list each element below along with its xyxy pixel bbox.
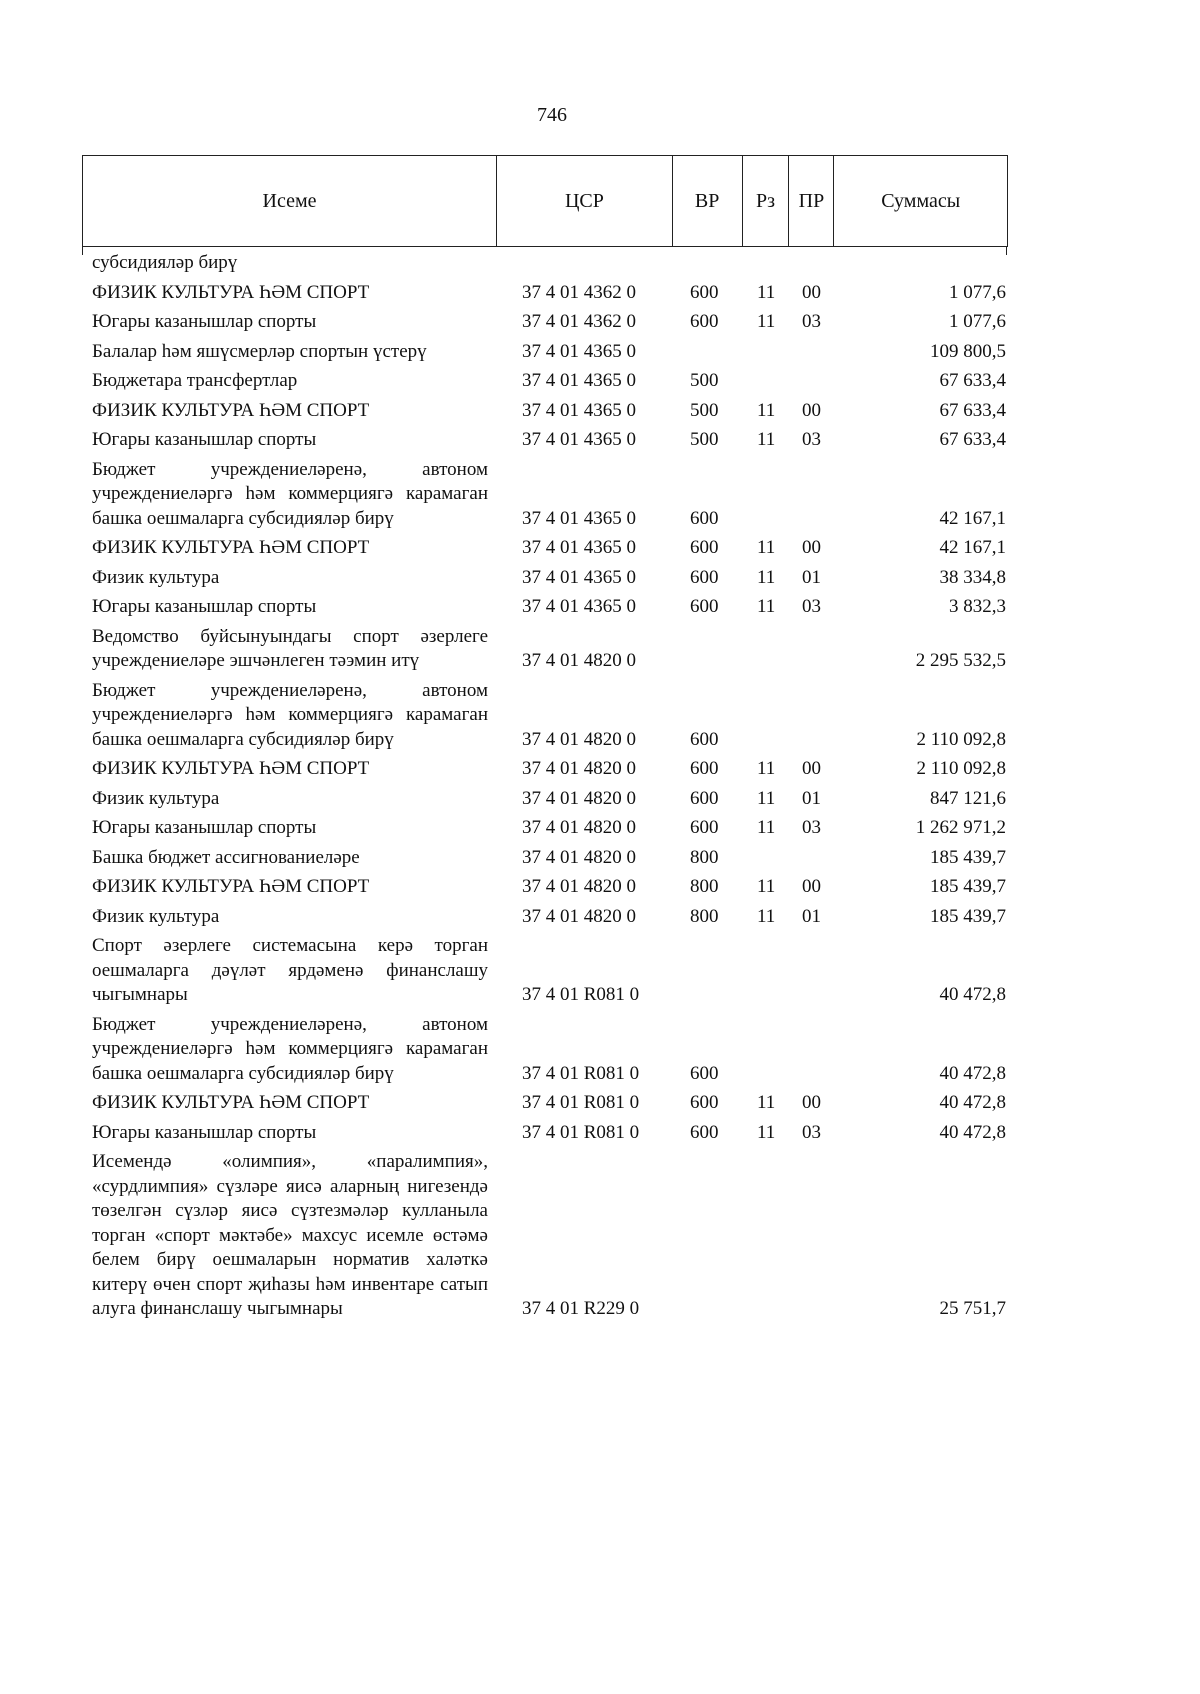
sum-cell: 2 295 532,5 (915, 650, 1006, 671)
pr-cell: 00 (802, 758, 821, 779)
name-cell: Бюджет учреждениеләренә, автоном учреждениеләргә һәм коммерциягә карамаган башка оешмаларга субсидияләр бирү (92, 458, 488, 529)
sum-cell: 2 110 092,8 (916, 728, 1006, 750)
sum-cell: 42 167,1 (939, 537, 1006, 558)
csr-cell: 37 4 01 4365 0 (522, 370, 636, 391)
rz-cell: 11 (757, 1092, 776, 1113)
table-row (92, 1150, 1006, 1322)
table-row (92, 757, 1006, 782)
table-row (92, 625, 1006, 674)
csr-cell: 37 4 01 4820 0 (522, 817, 636, 838)
rz-cell: 11 (757, 758, 776, 779)
name-cell: субсидияләр бирү (92, 252, 238, 273)
sum-cell: 40 472,8 (939, 984, 1006, 1005)
column-header-rz: Рз (743, 156, 790, 246)
column-header-pr: ПР (789, 156, 834, 246)
name-cell: Физик культура (92, 787, 220, 809)
sum-cell: 25 751,7 (939, 1298, 1006, 1319)
rz-cell: 11 (757, 537, 776, 558)
table-row (92, 310, 1006, 335)
sum-cell: 40 472,8 (939, 1121, 1006, 1143)
csr-cell: 37 4 01 4362 0 (522, 281, 636, 303)
vr-cell: 600 (690, 566, 719, 588)
csr-cell: 37 4 01 4365 0 (522, 507, 636, 529)
table-row (92, 399, 1006, 424)
table-row (92, 679, 1006, 753)
name-cell: ФИЗИК КУЛЬТУРА ҺӘМ СПОРТ (92, 876, 370, 897)
sum-cell: 2 110 092,8 (916, 758, 1006, 779)
column-header-name: Исеме (83, 156, 497, 246)
sum-cell: 1 077,6 (949, 281, 1006, 303)
rz-cell: 11 (757, 311, 776, 332)
rz-cell: 11 (757, 429, 776, 450)
pr-cell: 03 (802, 429, 821, 450)
name-cell: Исемендә «олимпия», «паралимпия», «сурдлимпия» сүзләре яисә аларның нигезендә төзелгән сүзләр яисә сүзтезмәләр кулланыла торган «спорт мәктәбе» махсус исемле өстәмә белем бирү оешмаларын норматив халәткә китерү өчен спорт җиһазы һәм инвентаре сатып алуга финанслашу чыгымнары (92, 1151, 488, 1319)
vr-cell: 800 (690, 876, 719, 897)
name-cell: Бюджетара трансфертлар (92, 370, 298, 391)
csr-cell: 37 4 01 4820 0 (522, 650, 636, 671)
name-cell: Югары казанышлар спорты (92, 1121, 317, 1143)
rz-cell: 11 (757, 876, 776, 897)
vr-cell: 600 (690, 817, 719, 838)
rz-cell: 11 (757, 905, 776, 927)
pr-cell: 01 (802, 787, 821, 809)
sum-cell: 185 439,7 (930, 876, 1006, 897)
table-row (92, 595, 1006, 620)
table-row (92, 875, 1006, 900)
rz-cell: 11 (757, 399, 776, 421)
sum-cell: 67 633,4 (939, 429, 1006, 450)
vr-cell: 600 (690, 596, 719, 617)
table-row (92, 251, 1006, 276)
vr-cell: 800 (690, 905, 719, 927)
pr-cell: 00 (802, 399, 821, 421)
name-cell: Спорт әзерлеге системасына керә торган оешмаларга дәүләт ярдәменә финанслашу чыгымнары (92, 935, 488, 1005)
pr-cell: 03 (802, 1121, 821, 1143)
pr-cell: 00 (802, 537, 821, 558)
rz-cell: 11 (757, 281, 776, 303)
table-row (92, 536, 1006, 561)
csr-cell: 37 4 01 4365 0 (522, 566, 636, 588)
pr-cell: 00 (802, 281, 821, 303)
vr-cell: 600 (690, 1092, 719, 1113)
csr-cell: 37 4 01 4820 0 (522, 905, 636, 927)
rz-cell: 11 (757, 596, 776, 617)
pr-cell: 01 (802, 566, 821, 588)
table-row (92, 369, 1006, 394)
table-row (92, 428, 1006, 453)
csr-cell: 37 4 01 4365 0 (522, 429, 636, 450)
csr-cell: 37 4 01 R081 0 (522, 984, 640, 1005)
sum-cell: 42 167,1 (939, 507, 1006, 529)
sum-cell: 67 633,4 (939, 370, 1006, 391)
pr-cell: 00 (802, 876, 821, 897)
column-header-sum: Суммасы (881, 189, 961, 212)
sum-cell: 3 832,3 (949, 596, 1006, 617)
table-row (92, 566, 1006, 591)
sum-cell: 67 633,4 (939, 399, 1006, 421)
table-row (92, 281, 1006, 306)
csr-cell: 37 4 01 4365 0 (522, 399, 636, 421)
pr-cell: 01 (802, 905, 821, 927)
table-row (92, 846, 1006, 871)
vr-cell: 600 (690, 758, 719, 779)
name-cell: ФИЗИК КУЛЬТУРА ҺӘМ СПОРТ (92, 1092, 370, 1113)
table-row (92, 1121, 1006, 1146)
name-cell: Бюджет учреждениеләренә, автоном учреждениеләргә һәм коммерциягә карамаган башка оешмаларга субсидияләр бирү (92, 679, 488, 750)
csr-cell: 37 4 01 4365 0 (522, 340, 636, 362)
sum-cell: 185 439,7 (930, 905, 1006, 927)
csr-cell: 37 4 01 4820 0 (522, 876, 636, 897)
csr-cell: 37 4 01 R081 0 (522, 1092, 640, 1113)
csr-cell: 37 4 01 4820 0 (522, 758, 636, 779)
csr-cell: 37 4 01 4362 0 (522, 311, 636, 332)
sum-cell: 40 472,8 (939, 1092, 1006, 1113)
table-row (92, 1013, 1006, 1087)
name-cell: Физик культура (92, 566, 220, 588)
sum-cell: 109 800,5 (930, 340, 1006, 362)
name-cell: Югары казанышлар спорты (92, 817, 317, 838)
sum-cell: 38 334,8 (939, 566, 1006, 588)
name-cell: Балалар һәм яшүсмерләр спортын үстерү (92, 340, 427, 362)
vr-cell: 600 (690, 1062, 719, 1084)
name-cell: Югары казанышлар спорты (92, 596, 317, 617)
name-cell: Югары казанышлар спорты (92, 311, 317, 332)
pr-cell: 03 (802, 817, 821, 838)
table-row (92, 934, 1006, 1008)
pr-cell: 00 (802, 1092, 821, 1113)
csr-cell: 37 4 01 4365 0 (522, 596, 636, 617)
table-row (92, 340, 1006, 365)
column-header-vr: ВР (673, 156, 743, 246)
name-cell: Югары казанышлар спорты (92, 429, 317, 450)
table-row (92, 816, 1006, 841)
vr-cell: 500 (690, 370, 719, 391)
vr-cell: 500 (690, 399, 719, 421)
sum-cell: 847 121,6 (930, 787, 1006, 809)
name-cell: ФИЗИК КУЛЬТУРА ҺӘМ СПОРТ (92, 399, 370, 421)
vr-cell: 600 (690, 281, 719, 303)
name-cell: Ведомство буйсынуындагы спорт әзерлеге учреждениеләре эшчәнлеген тәэмин итү (92, 625, 488, 671)
sum-cell: 1 077,6 (949, 311, 1006, 332)
column-header-csr: ЦСР (497, 156, 673, 246)
vr-cell: 800 (690, 846, 719, 868)
csr-cell: 37 4 01 R229 0 (522, 1298, 640, 1319)
name-cell: Бюджет учреждениеләренә, автоном учреждениеләргә һәм коммерциягә карамаган башка оешмаларга субсидияләр бирү (92, 1013, 488, 1084)
rz-cell: 11 (757, 566, 776, 588)
rz-cell: 11 (757, 817, 776, 838)
vr-cell: 600 (690, 728, 719, 750)
csr-cell: 37 4 01 R081 0 (522, 1121, 640, 1143)
table-border-stub (1006, 247, 1007, 255)
name-cell: ФИЗИК КУЛЬТУРА ҺӘМ СПОРТ (92, 281, 370, 303)
vr-cell: 500 (690, 429, 719, 450)
vr-cell: 600 (690, 311, 719, 332)
table-body (92, 251, 1006, 1322)
csr-cell: 37 4 01 4820 0 (522, 787, 636, 809)
vr-cell: 600 (690, 1121, 719, 1143)
name-cell: ФИЗИК КУЛЬТУРА ҺӘМ СПОРТ (92, 758, 370, 779)
rz-cell: 11 (757, 1121, 776, 1143)
table-row (92, 458, 1006, 532)
name-cell: Физик культура (92, 905, 220, 927)
table-row (92, 905, 1006, 930)
rz-cell: 11 (757, 787, 776, 809)
csr-cell: 37 4 01 4820 0 (522, 728, 636, 750)
csr-cell: 37 4 01 R081 0 (522, 1062, 640, 1084)
name-cell: Башка бюджет ассигнованиеләре (92, 846, 360, 868)
table-header (82, 155, 1008, 247)
table-row (92, 1091, 1006, 1116)
vr-cell: 600 (690, 537, 719, 558)
csr-cell: 37 4 01 4820 0 (522, 846, 636, 868)
pr-cell: 03 (802, 311, 821, 332)
page-number: 746 (537, 104, 567, 126)
name-cell: ФИЗИК КУЛЬТУРА ҺӘМ СПОРТ (92, 537, 370, 558)
csr-cell: 37 4 01 4365 0 (522, 537, 636, 558)
pr-cell: 03 (802, 596, 821, 617)
table-border-stub (82, 247, 83, 255)
vr-cell: 600 (690, 507, 719, 529)
sum-cell: 185 439,7 (930, 846, 1006, 868)
sum-cell: 40 472,8 (939, 1062, 1006, 1084)
table-row (92, 787, 1006, 812)
sum-cell: 1 262 971,2 (915, 817, 1006, 838)
vr-cell: 600 (690, 787, 719, 809)
